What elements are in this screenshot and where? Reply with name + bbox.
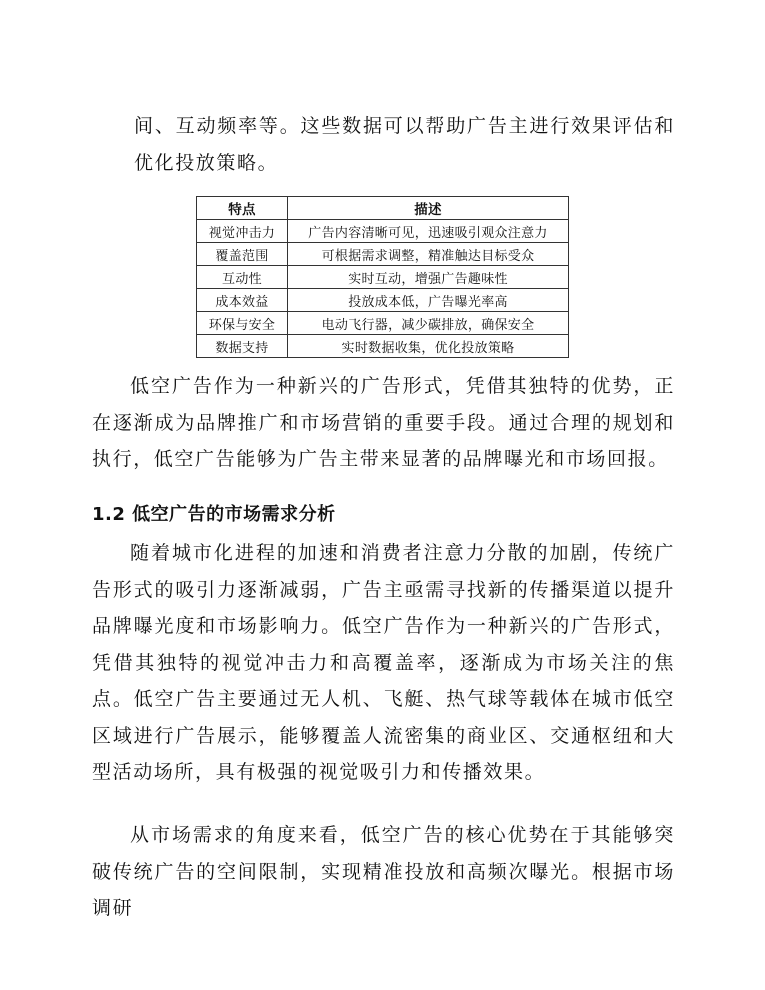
summary-paragraph: 低空广告作为一种新兴的广告形式，凭借其独特的优势，正在逐渐成为品牌推广和市场营销的重要手段。通过合理的规划和执行，低空广告能够为广告主带来显著的品牌曝光和市场回报。 (92, 375, 675, 470)
table-cell-description: 电动飞行器，减少碳排放，确保安全 (288, 312, 569, 335)
table-cell-description: 投放成本低，广告曝光率高 (288, 289, 569, 312)
section-title: 低空广告的市场需求分析 (132, 504, 336, 525)
features-table (196, 196, 569, 358)
table-cell-feature: 数据支持 (197, 335, 288, 358)
table-row (197, 335, 569, 358)
table-cell-description: 实时互动，增强广告趣味性 (288, 266, 569, 289)
table-cell-feature: 互动性 (197, 266, 288, 289)
table-cell-description: 可根据需求调整，精准触达目标受众 (288, 243, 569, 266)
table-row (197, 312, 569, 335)
table-cell-feature: 环保与安全 (197, 312, 288, 335)
table-cell-feature: 视觉冲击力 (197, 220, 288, 243)
section-heading (92, 502, 336, 528)
table-cell-description: 广告内容清晰可见，迅速吸引观众注意力 (288, 220, 569, 243)
table-cell-description: 实时数据收集，优化投放策略 (288, 335, 569, 358)
core-advantage-paragraph: 从市场需求的角度来看，低空广告的核心优势在于其能够突破传统广告的空间限制，实现精准投放和高频次曝光。根据市场调研 (92, 824, 675, 919)
table-row (197, 266, 569, 289)
table-row (197, 289, 569, 312)
market-demand-paragraph: 随着城市化进程的加速和消费者注意力分散的加剧，传统广告形式的吸引力逐渐减弱，广告主亟需寻找新的传播渠道以提升品牌曝光度和市场影响力。低空广告作为一种新兴的广告形式，凭借其独特的视觉冲击力和高覆盖率，逐渐成为市场关注的焦点。低空广告主要通过无人机、飞艇、热气球等载体在城市低空区域进行广告展示，能够覆盖人流密集的商业区、交通枢纽和大型活动场所，具有极强的视觉吸引力和传播效果。 (92, 542, 675, 783)
table-header-row (197, 197, 569, 220)
table-cell-feature: 覆盖范围 (197, 243, 288, 266)
table-row (197, 243, 569, 266)
table-cell-feature: 成本效益 (197, 289, 288, 312)
table-header-description: 描述 (288, 197, 569, 220)
section-number: 1.2 (92, 504, 126, 525)
table-row (197, 220, 569, 243)
intro-paragraph: 间、互动频率等。这些数据可以帮助广告主进行效果评估和优化投放策略。 (134, 115, 675, 174)
table-header-feature: 特点 (197, 197, 288, 220)
